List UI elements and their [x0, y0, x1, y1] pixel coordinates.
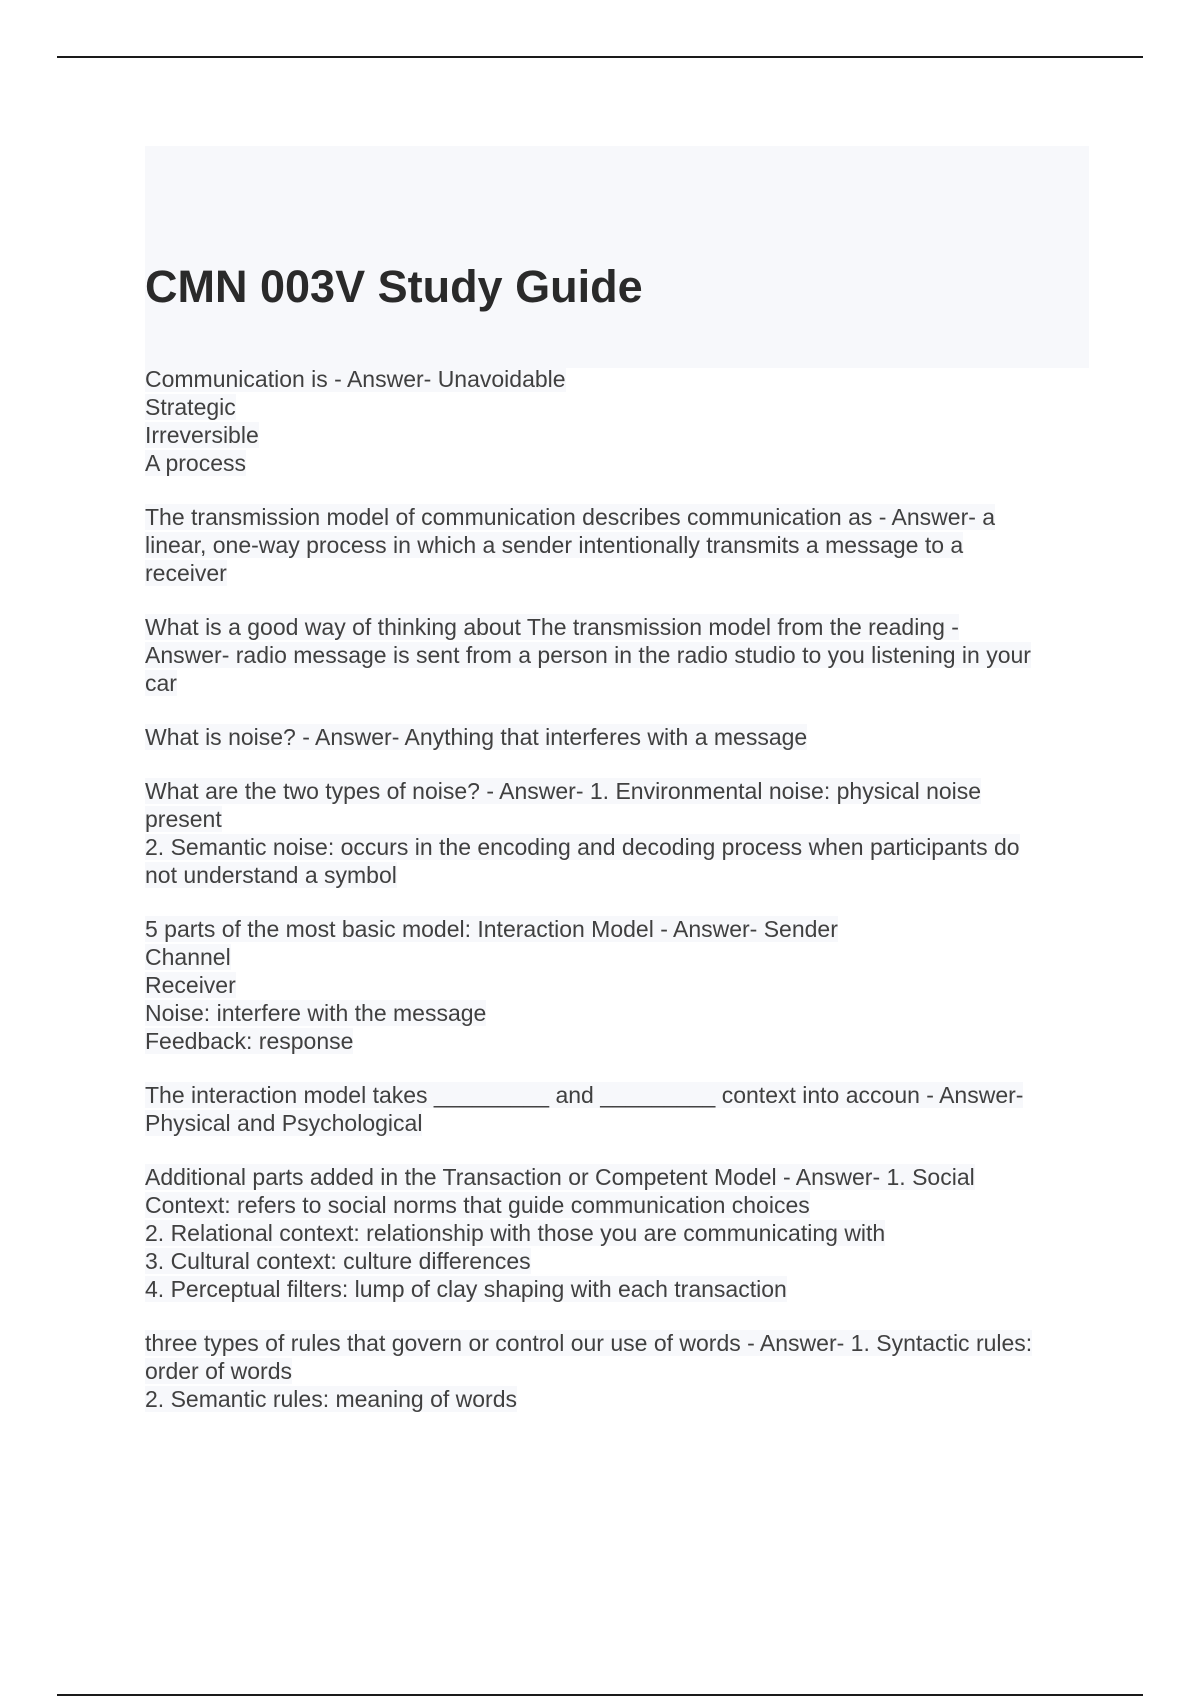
qa-line-text: What are the two types of noise? - Answer- 1. Environmental noise: physical noise: [145, 778, 982, 804]
qa-line-text: 3. Cultural context: culture differences: [145, 1248, 531, 1274]
qa-list: [145, 365, 1090, 1439]
qa-line-text: 2. Relational context: relationship with those you are communicating with: [145, 1220, 886, 1246]
qa-entry: [145, 777, 1090, 889]
qa-line-text: What is noise? - Answer- Anything that interferes with a message: [145, 724, 808, 750]
qa-line-text: Answer- radio message is sent from a person in the radio studio to you listening in your: [145, 642, 1031, 668]
document-title: CMN 003V Study Guide: [145, 261, 643, 312]
qa-line-text: linear, one-way process in which a sender intentionally transmits a message to a: [145, 532, 964, 558]
qa-line: [145, 723, 1090, 751]
qa-line: [145, 1385, 1090, 1413]
qa-entry: [145, 1081, 1090, 1137]
qa-entry: [145, 723, 1090, 751]
qa-line: [145, 1275, 1090, 1303]
qa-line-text: Channel: [145, 944, 231, 970]
qa-line: [145, 449, 1090, 477]
qa-line: [145, 669, 1090, 697]
qa-line-text: Additional parts added in the Transaction or Competent Model - Answer- 1. Social: [145, 1164, 975, 1190]
qa-line-text: Feedback: response: [145, 1028, 354, 1054]
qa-line-text: What is a good way of thinking about The transmission model from the reading -: [145, 614, 959, 640]
qa-entry: [145, 1163, 1090, 1303]
qa-line-text: The interaction model takes _________ and _________ context into accoun - Answer-: [145, 1082, 1024, 1108]
qa-line-text: Communication is - Answer- Unavoidable: [145, 366, 566, 392]
qa-line: [145, 1163, 1090, 1191]
qa-line-text: The transmission model of communication describes communication as - Answer- a: [145, 504, 996, 530]
qa-line-text: order of words: [145, 1358, 293, 1384]
qa-line-text: A process: [145, 450, 246, 476]
qa-line-text: 2. Semantic rules: meaning of words: [145, 1386, 518, 1412]
qa-line-text: present: [145, 806, 222, 832]
qa-line-text: three types of rules that govern or control our use of words - Answer- 1. Syntactic rules:: [145, 1330, 1033, 1356]
qa-line: [145, 641, 1090, 669]
top-rule: [57, 56, 1143, 58]
qa-line: [145, 421, 1090, 449]
qa-line-text: receiver: [145, 560, 227, 586]
qa-line: [145, 833, 1090, 861]
qa-line-text: 2. Semantic noise: occurs in the encoding and decoding process when participants do: [145, 834, 1020, 860]
qa-line: [145, 1247, 1090, 1275]
qa-line: [145, 805, 1090, 833]
qa-line-text: Noise: interfere with the message: [145, 1000, 487, 1026]
qa-entry: [145, 613, 1090, 697]
qa-line: [145, 1027, 1090, 1055]
qa-line: [145, 943, 1090, 971]
qa-line-text: 4. Perceptual filters: lump of clay shaping with each transaction: [145, 1276, 787, 1302]
qa-line: [145, 613, 1090, 641]
qa-line-text: Context: refers to social norms that guide communication choices: [145, 1192, 810, 1218]
qa-line: [145, 1081, 1090, 1109]
qa-line: [145, 861, 1090, 889]
qa-entry: [145, 915, 1090, 1055]
bottom-rule: [57, 1694, 1143, 1696]
qa-line-text: Physical and Psychological: [145, 1110, 423, 1136]
qa-line-text: 5 parts of the most basic model: Interaction Model - Answer- Sender: [145, 916, 838, 942]
qa-line: [145, 777, 1090, 805]
qa-line: [145, 393, 1090, 421]
qa-line: [145, 531, 1090, 559]
qa-line: [145, 1109, 1090, 1137]
qa-line-text: Strategic: [145, 394, 236, 420]
qa-line: [145, 1191, 1090, 1219]
qa-line: [145, 559, 1090, 587]
qa-line: [145, 999, 1090, 1027]
qa-line: [145, 503, 1090, 531]
qa-entry: [145, 1329, 1090, 1413]
qa-line: [145, 1219, 1090, 1247]
qa-entry: [145, 365, 1090, 477]
qa-entry: [145, 503, 1090, 587]
qa-line-text: car: [145, 670, 177, 696]
qa-line: [145, 971, 1090, 999]
qa-line: [145, 915, 1090, 943]
qa-line-text: Receiver: [145, 972, 236, 998]
qa-line: [145, 1329, 1090, 1357]
qa-line-text: Irreversible: [145, 422, 259, 448]
qa-line: [145, 365, 1090, 393]
qa-line: [145, 1357, 1090, 1385]
qa-line-text: not understand a symbol: [145, 862, 397, 888]
